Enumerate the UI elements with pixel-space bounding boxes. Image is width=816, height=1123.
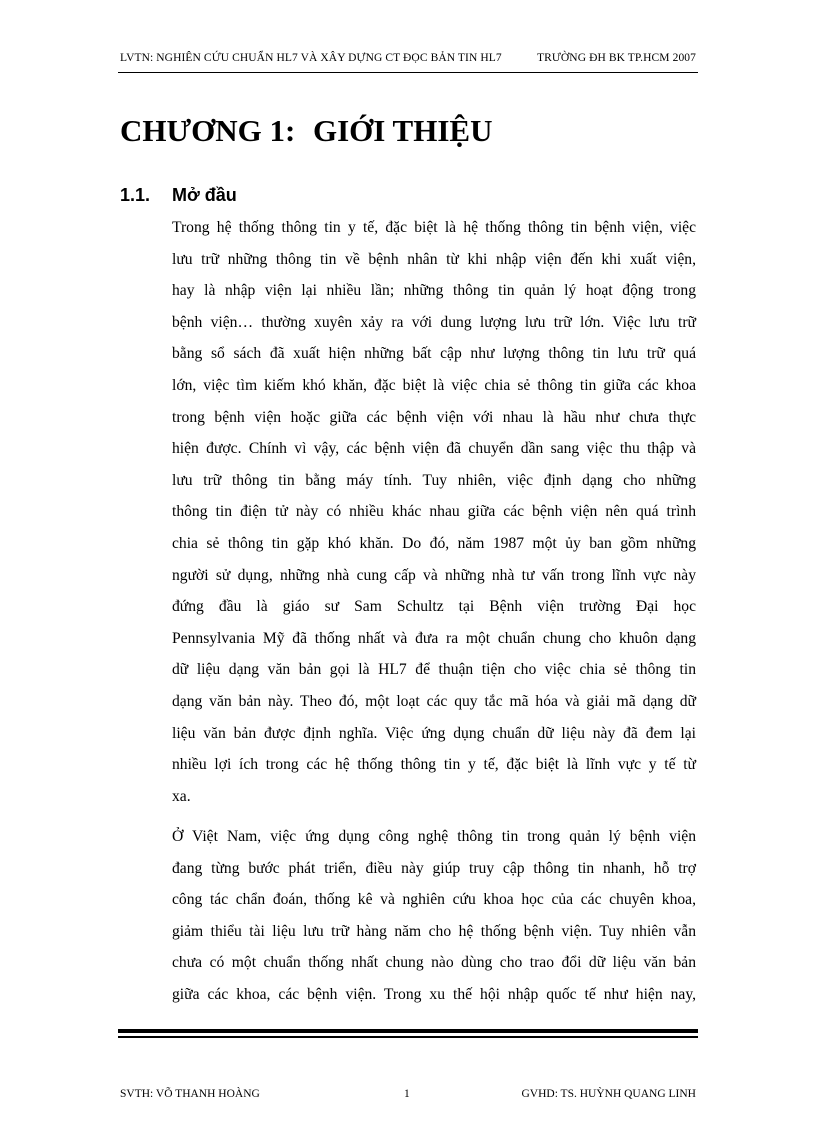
body-paragraph-1 [172,212,696,812]
text-line: liệu văn bản được định nghĩa. Việc ứng dụng chuẩn dữ liệu này đã đem lại [172,724,696,742]
text-line: người sử dụng, những nhà cung cấp và những nhà tư vấn trong lĩnh vực này [172,566,696,584]
text-line: thông tin điện tử này có nhiều khác nhau giữa các bệnh viện nên quá trình [172,503,696,521]
text-line: Pennsylvania Mỹ đã thống nhất và đưa ra một chuẩn chung cho khuôn dạng [172,629,696,647]
section-title: Mở đầu [172,185,237,205]
text-line: lưu trữ những thông tin về bệnh nhân từ khi nhập viện đến khi xuất viện, [172,250,696,268]
text-line: đứng đầu là giáo sư Sam Schultz tại Bệnh viện trường Đại học [172,598,696,616]
text-line: chưa có một chuẩn thống nhất chung nào dùng cho trao đổi dữ liệu văn bản [172,954,696,972]
text-line: bằng sổ sách đã xuất hiện những bất cập như lượng thông tin lưu trữ quá [172,345,696,363]
page-number: 1 [404,1088,410,1100]
text-line: lưu trữ thông tin bằng máy tính. Tuy nhiên, việc định dạng cho những [172,471,696,489]
text-line: dạng văn bản này. Theo đó, một loạt các quy tắc mã hóa và giải mã dạng dữ [172,692,696,710]
chapter-heading [120,112,492,150]
text-line: xa. [172,787,191,805]
text-line: chia sẻ thông tin gặp khó khăn. Do đó, năm 1987 một ủy ban gồm những [172,534,696,552]
running-footer [120,1088,696,1104]
text-line: công tác chẩn đoán, thống kê và nghiên cứu khoa học của các chuyên khoa, [172,891,696,909]
footer-rule-thick [118,1029,698,1033]
running-header [120,52,696,64]
text-line: nhiều lợi ích trong các hệ thống thông tin y tế, đặc biệt là lĩnh vực y tế từ [172,756,696,774]
text-line: hiện được. Chính vì vậy, các bệnh viện đã chuyển dần sang việc thu thập và [172,440,696,458]
text-line: trong bệnh viện hoặc giữa các bệnh viện với nhau là hầu như chưa thực [172,408,696,426]
footer-rule-thin [118,1036,698,1038]
text-line: Trong hệ thống thông tin y tế, đặc biệt là hệ thống thông tin bệnh viện, việc [172,219,696,236]
text-line: lớn, việc tìm kiếm khó khăn, đặc biệt là việc chia sẻ thông tin giữa các khoa [172,376,696,394]
text-line: giữa các khoa, các bệnh viện. Trong xu thế hội nhập quốc tế như hiện nay, [172,985,696,1003]
footer-advisor: GVHD: TS. HUỲNH QUANG LINH [521,1088,696,1100]
text-line: giảm thiểu tài liệu lưu trữ hàng năm cho hệ thống bệnh viện. Tuy nhiên vẫn [172,922,696,940]
header-thesis-title: LVTN: NGHIÊN CỨU CHUẨN HL7 VÀ XÂY DỰNG CT ĐỌC BẢN TIN HL7 [120,52,502,64]
text-line: hay là nhập viện lại nhiều lần; những thông tin quản lý hoạt động trong [172,282,696,300]
chapter-number: CHƯƠNG 1: [120,113,296,148]
body-paragraph-2 [172,821,696,1011]
text-line: bệnh viện… thường xuyên xảy ra với dung lượng lưu trữ lớn. Việc lưu trữ [172,313,696,331]
text-line: đang từng bước phát triển, điều này giúp truy cập thông tin nhanh, hỗ trợ [172,859,696,877]
header-institution: TRƯỜNG ĐH BK TP.HCM 2007 [536,52,696,64]
chapter-title: GIỚI THIỆU [313,113,493,148]
text-line: Ở Việt Nam, việc ứng dụng công nghệ thông tin trong quản lý bệnh viện [172,828,696,845]
footer-student: SVTH: VÕ THANH HOÀNG [120,1088,260,1100]
text-line: dữ liệu dạng văn bản gọi là HL7 để thuận tiện cho việc chia sẻ thông tin [172,661,696,679]
header-rule [118,72,698,73]
section-heading [120,183,237,207]
section-number: 1.1. [120,185,151,205]
